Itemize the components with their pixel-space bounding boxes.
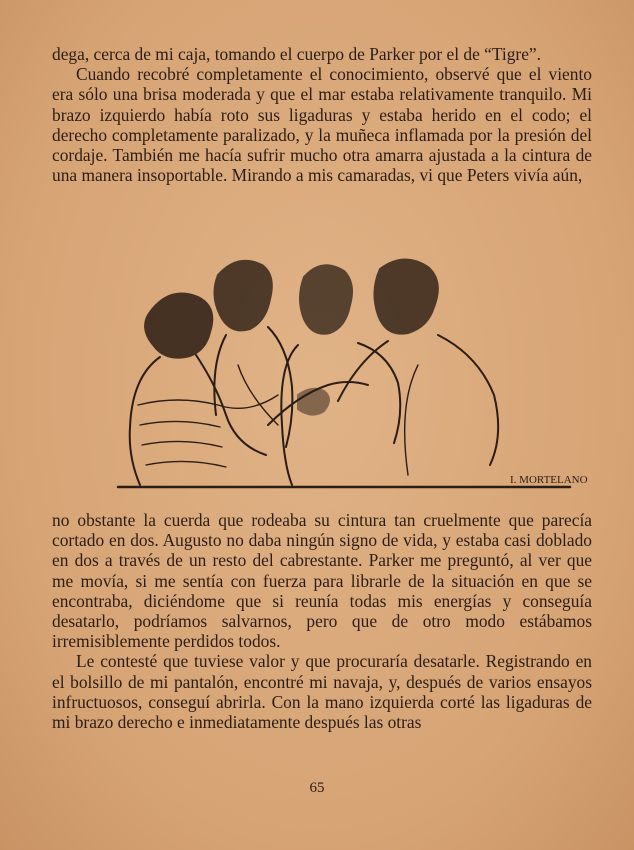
paragraph: Le contesté que tuviese valor y que procuraría desatarle. Registrando en el bolsillo de mi pantalón, encontré mi navaja, y, después de varios ensayos infructuosos, conseguí abrirla. Con la mano izquierda corté las ligaduras de mi brazo derecho e inmediatamente después las otras	[52, 651, 592, 733]
paragraph: Cuando recobré completamente el conocimiento, observé que el viento era sólo una brisa moderada y que el mar estaba relativamente tranquilo. Mi brazo izquierdo había roto sus ligaduras y estaba herido en el codo; el derecho completamente paralizado, y la muñeca inflamada por la presión del cordaje. También me hacía sufrir mucho otra amarra ajustada a la cintura de una manera insoportable. Mirando a mis camaradas, vi que Peters vivía aún,	[52, 64, 592, 186]
paragraph: no obstante la cuerda que rodeaba su cintura tan cruelmente que parecía cortado en dos. Augusto no daba ningún signo de vida, y estaba casi doblado en dos a través de un resto del cabrestante. Parker me preguntó, al ver que me movía, si me sentía con fuerza para librarle de la situación en que se encontraba, diciéndome que si reunía todas mis energías y conseguía desatarlo, podríamos salvarnos, pero que de otro modo estábamos irremisiblemente perdidos todos.	[52, 510, 592, 652]
text-block-top	[52, 44, 592, 185]
page-number: 65	[309, 780, 325, 796]
illustration-four-men	[118, 255, 588, 493]
paragraph: dega, cerca de mi caja, tomando el cuerpo de Parker por el de “Tigre”.	[52, 44, 541, 64]
text-block-bottom	[52, 510, 592, 732]
artist-signature: I. MORTELANO	[510, 474, 588, 486]
